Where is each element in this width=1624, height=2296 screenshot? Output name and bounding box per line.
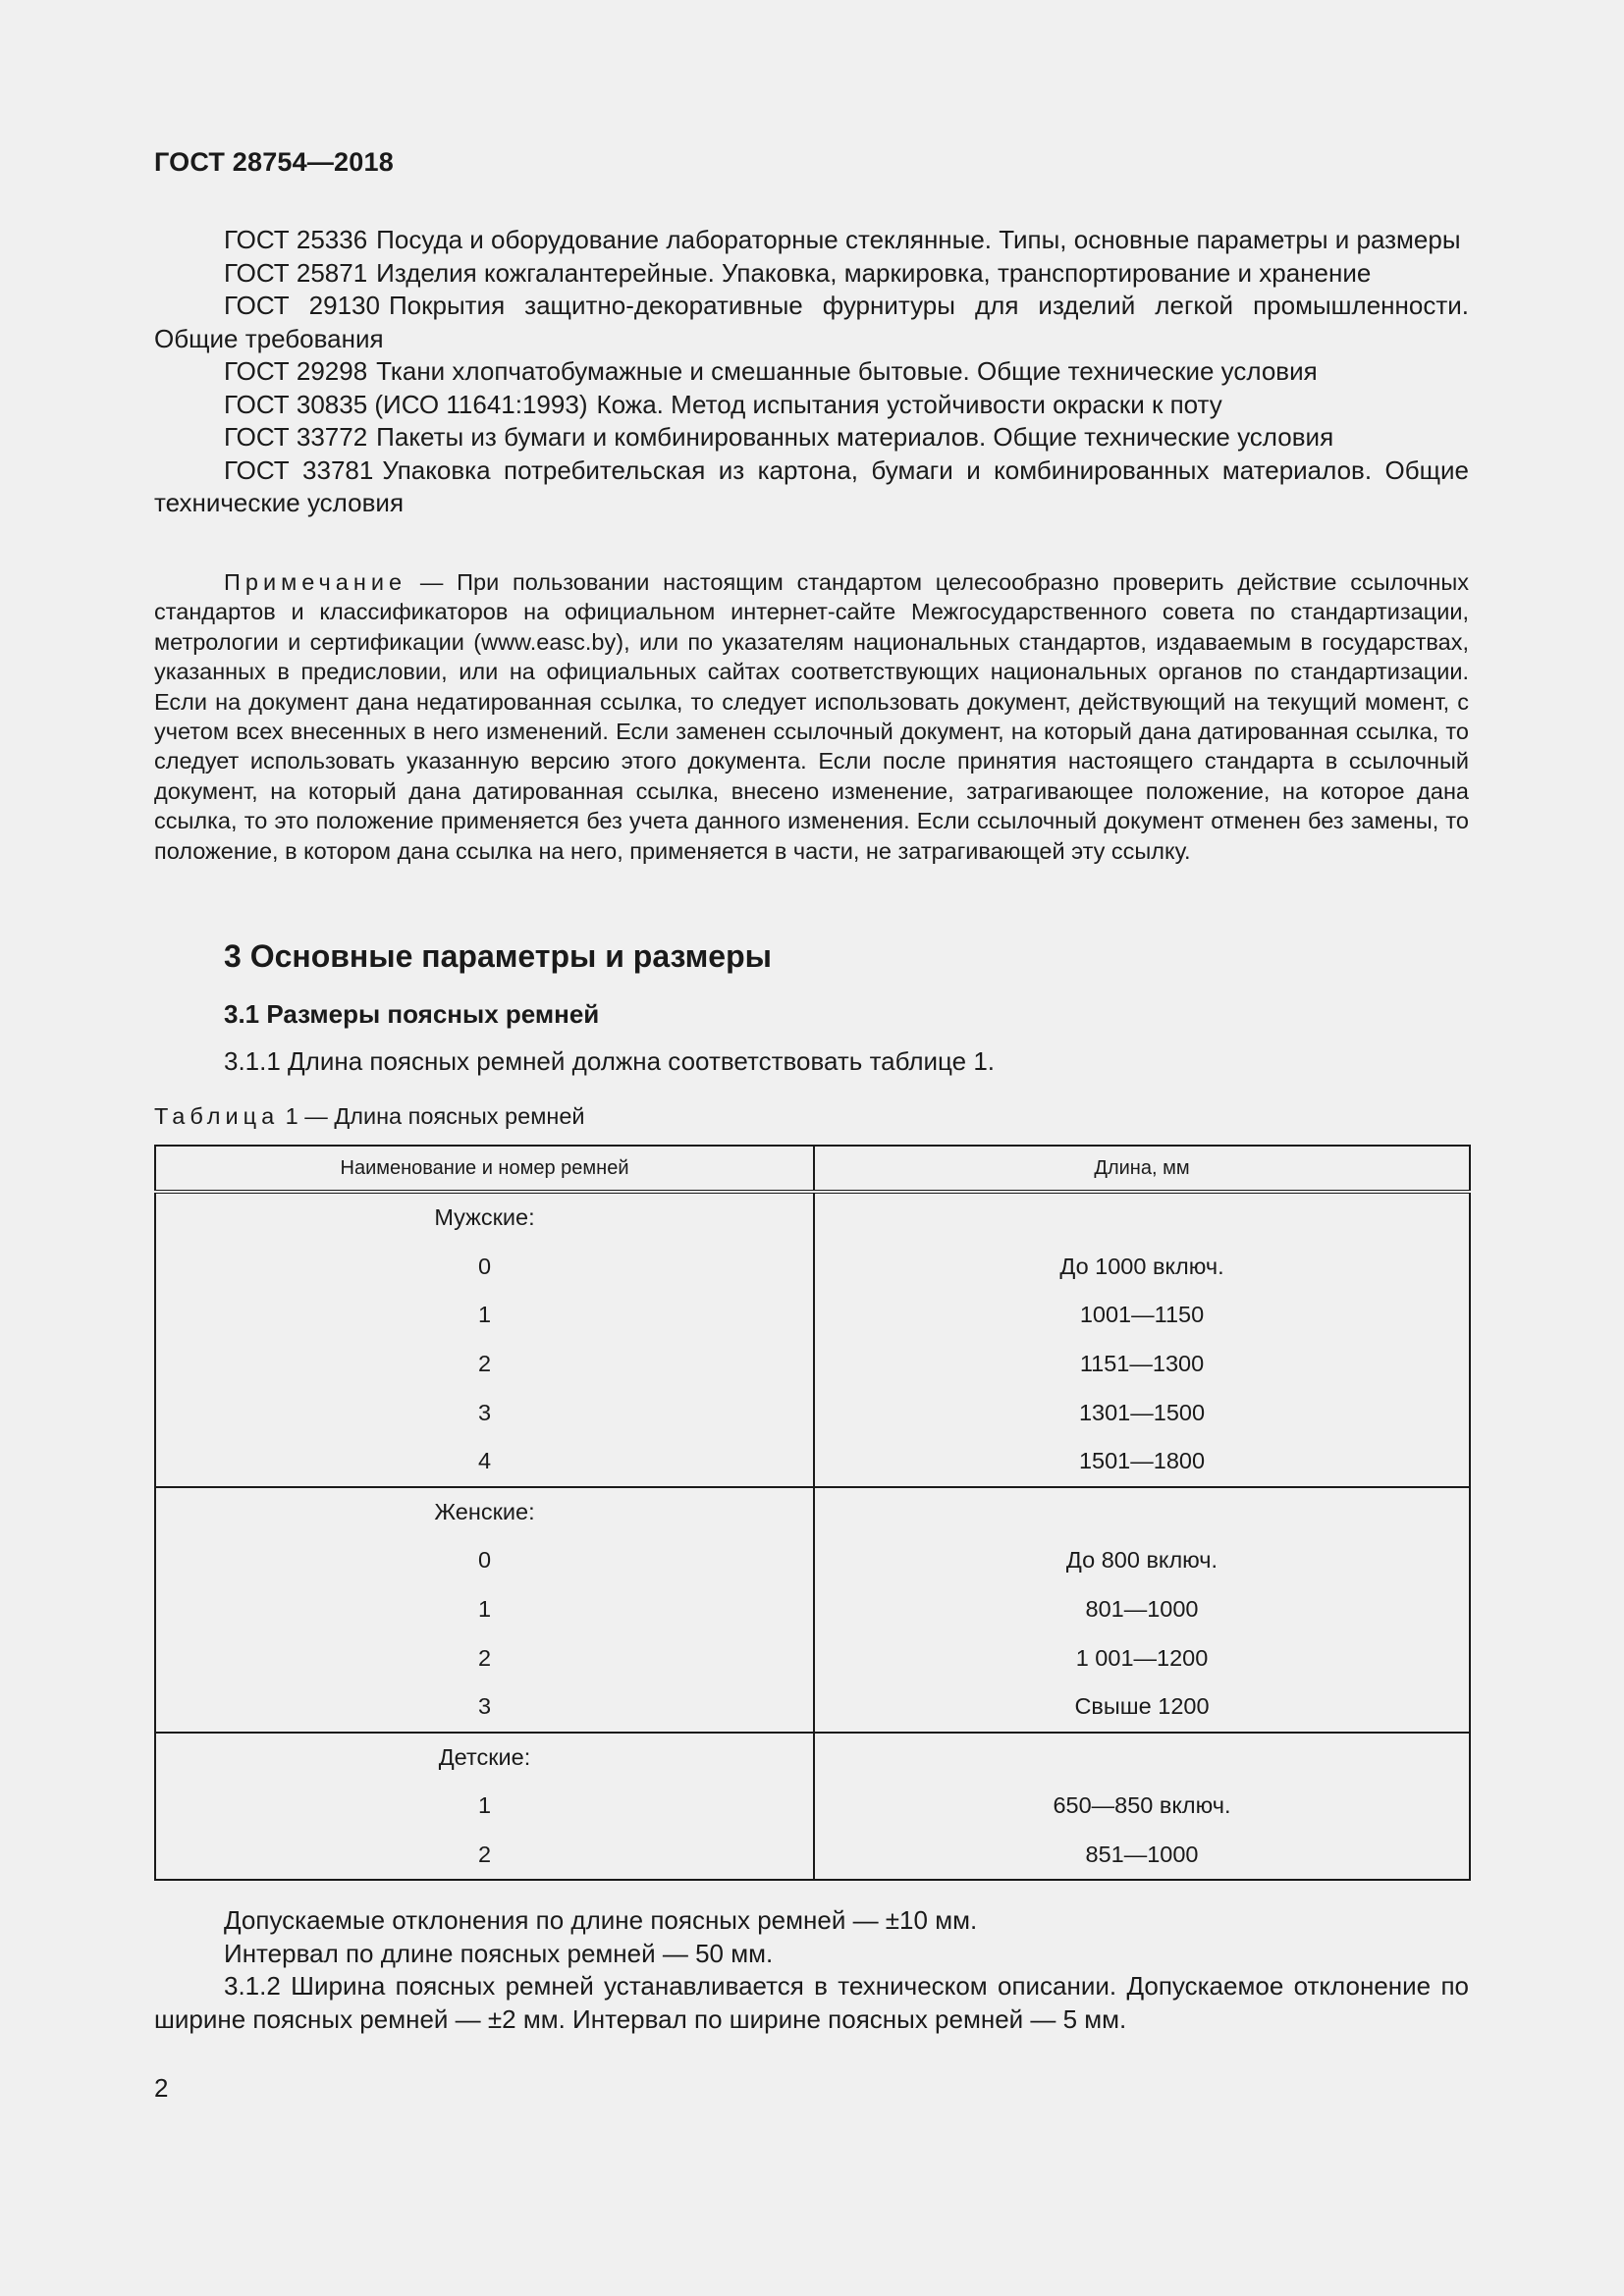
- table-cell: [814, 1192, 1470, 1243]
- reference-title: Изделия кожгалантерейные. Упаковка, маркировка, транспортирование и хранение: [376, 257, 1372, 288]
- header-length: Длина, мм: [814, 1146, 1470, 1192]
- length-tolerance: Допускаемые отклонения по длине поясных ремней — ±10 мм.: [224, 1905, 978, 1935]
- table-cell: 1 001—1200: [814, 1633, 1470, 1682]
- table-row: [155, 1585, 1470, 1634]
- section-heading: 3 Основные параметры и размеры: [224, 938, 772, 974]
- reference-note: [154, 567, 1469, 866]
- table-cell: 0: [155, 1536, 814, 1585]
- page-number: 2: [154, 2073, 169, 2103]
- table-cell: 4: [155, 1437, 814, 1487]
- table-row: [155, 1340, 1470, 1389]
- table-row: [155, 1192, 1470, 1243]
- reference-item: [154, 421, 1469, 454]
- reference-title: Покрытия защитно-декоративные фурнитуры для изделий легкой промышленности. Общие требования: [154, 291, 1469, 353]
- table-cell: 801—1000: [814, 1585, 1470, 1634]
- table-row: [155, 1782, 1470, 1831]
- table-cell: 1: [155, 1291, 814, 1340]
- table-cell: 3: [155, 1682, 814, 1733]
- reference-title: Посуда и оборудование лабораторные стеклянные. Типы, основные параметры и размеры: [376, 225, 1461, 254]
- note-text: — При пользовании настоящим стандартом целесообразно проверить действие ссылочных стандартов и классификаторов на официальном интернет-сайте Межгосударственного совета по стандартизации, метрологии и сертификации (www.easc.by), или по указателям национальных стандартов, издаваемым в государствах, указанных в предисловии, или на официальных сайтах соответствующих национальных органов по стандартизации. Если на документ дана недатированная ссылка, то следует использовать документ, действующий на текущий момент, с учетом всех внесенных в него изменений. Если заменен ссылочный документ, на который дана датированная ссылка, то следует использовать указанную версию этого документа. Если после принятия настоящего стандарта в ссылочный документ, на который дана датированная ссылка, внесено изменение, затрагивающее положение, на которое дана ссылка, то это положение применяется без учета данного изменения. Если ссылочный документ отменен без замены, то положение, в котором дана ссылка на него, применяется в части, не затрагивающей эту ссылку.: [154, 569, 1469, 864]
- table-row: [155, 1536, 1470, 1585]
- table-cell: До 800 включ.: [814, 1536, 1470, 1585]
- reference-code: ГОСТ 33772: [224, 422, 368, 452]
- table-caption-label: Таблица: [154, 1103, 280, 1129]
- reference-title: Кожа. Метод испытания устойчивости окраски к поту: [596, 389, 1222, 419]
- clause-3-1-2: 3.1.2 Ширина поясных ремней устанавливается в техническом описании. Допускаемое отклонение по ширине поясных ремней — ±2 мм. Интервал по ширине поясных ремней — 5 мм.: [154, 1971, 1469, 2034]
- reference-title: Ткани хлопчатобумажные и смешанные бытовые. Общие технические условия: [376, 356, 1318, 386]
- reference-item: [154, 257, 1469, 291]
- reference-code: ГОСТ 29130: [224, 291, 380, 320]
- document-header: ГОСТ 28754—2018: [154, 147, 394, 177]
- subsection-heading: 3.1 Размеры поясных ремней: [224, 999, 600, 1029]
- reference-item: [154, 389, 1469, 422]
- length-interval: Интервал по длине поясных ремней — 50 мм.: [224, 1938, 774, 1968]
- table-row: [155, 1291, 1470, 1340]
- group-men: [155, 1192, 1470, 1487]
- normative-references: [154, 224, 1469, 520]
- reference-item: [154, 454, 1469, 520]
- reference-title: Упаковка потребительская из картона, бумаги и комбинированных материалов. Общие технические условия: [154, 454, 1469, 517]
- reference-title: Пакеты из бумаги и комбинированных материалов. Общие технические условия: [376, 422, 1334, 452]
- group-women: [155, 1487, 1470, 1733]
- table-cell: 0: [155, 1243, 814, 1292]
- reference-code: ГОСТ 25871: [224, 257, 368, 288]
- table-cell: 1301—1500: [814, 1388, 1470, 1437]
- reference-item: [154, 290, 1469, 355]
- reference-code: ГОСТ 29298: [224, 356, 368, 386]
- table-notes: [154, 1904, 1469, 2036]
- table-cell: [814, 1487, 1470, 1537]
- table-cell: 851—1000: [814, 1831, 1470, 1881]
- table-cell: 2: [155, 1831, 814, 1881]
- table-cell: 2: [155, 1633, 814, 1682]
- table-cell: 1: [155, 1585, 814, 1634]
- reference-code: ГОСТ 33781: [224, 454, 374, 485]
- table-row: [155, 1682, 1470, 1733]
- table-caption-text: 1 — Длина поясных ремней: [279, 1103, 585, 1129]
- group-label: Мужские:: [155, 1192, 814, 1243]
- reference-code: ГОСТ 25336: [224, 225, 368, 254]
- table-caption: [154, 1103, 585, 1130]
- group-label: Детские:: [155, 1733, 814, 1783]
- reference-code: ГОСТ 30835 (ИСО 11641:1993): [224, 389, 588, 419]
- table-cell: 2: [155, 1340, 814, 1389]
- clause-text: 3.1.1 Длина поясных ремней должна соответствовать таблице 1.: [224, 1046, 996, 1076]
- group-label: Женские:: [155, 1487, 814, 1537]
- table-cell: [814, 1733, 1470, 1783]
- reference-item: [154, 224, 1469, 257]
- table-cell: 1: [155, 1782, 814, 1831]
- group-children: [155, 1733, 1470, 1881]
- header-name-number: Наименование и номер ремней: [155, 1146, 814, 1192]
- reference-item: [154, 355, 1469, 389]
- table-cell: До 1000 включ.: [814, 1243, 1470, 1292]
- table-row: [155, 1633, 1470, 1682]
- table-row: [155, 1243, 1470, 1292]
- belt-length-table: [154, 1145, 1471, 1881]
- note-label: Примечание: [224, 569, 407, 595]
- table-row: [155, 1831, 1470, 1881]
- table-cell: 1001—1150: [814, 1291, 1470, 1340]
- table-header-row: [155, 1146, 1470, 1192]
- table-cell: 1151—1300: [814, 1340, 1470, 1389]
- table-row: [155, 1487, 1470, 1537]
- table-cell: Свыше 1200: [814, 1682, 1470, 1733]
- table-cell: 650—850 включ.: [814, 1782, 1470, 1831]
- table-row: [155, 1733, 1470, 1783]
- table-row: [155, 1437, 1470, 1487]
- table-cell: 3: [155, 1388, 814, 1437]
- table-row: [155, 1388, 1470, 1437]
- table-cell: 1501—1800: [814, 1437, 1470, 1487]
